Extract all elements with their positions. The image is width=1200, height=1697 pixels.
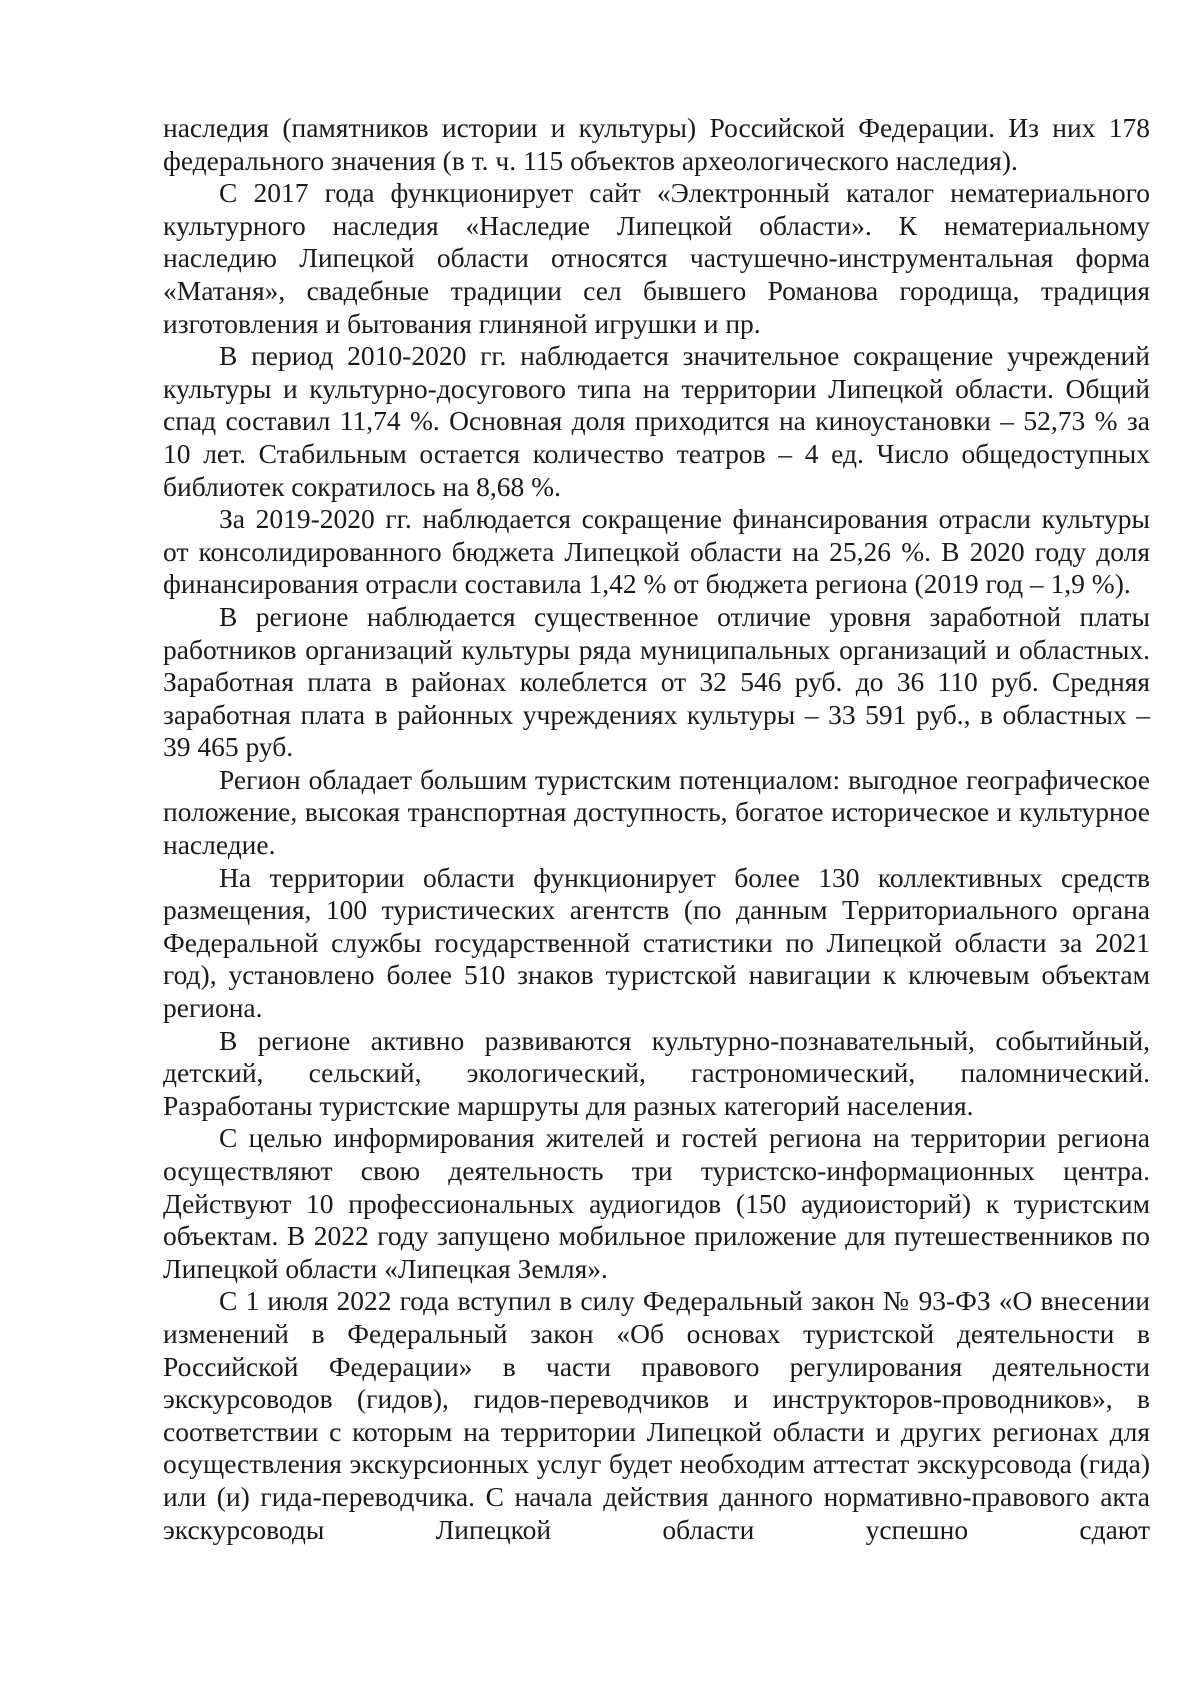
paragraph-culture-institutions: В период 2010-2020 гг. наблюдается значительное сокращение учреждений культуры и культурно-досугового типа на территории Липецкой области. Общий спад составил 11,74 %. Основная доля приходится на киноустановки – 52,73 % за 10 лет. Стабильным остается количество театров – 4 ед. Число общедоступных библиотек сократилось на 8,68 %. [163, 340, 1150, 502]
paragraph-heritage-continuation: наследия (памятников истории и культуры) Российской Федерации. Из них 178 федерального значения (в т. ч. 115 объектов археологического наследия). [163, 112, 1150, 176]
paragraph-federal-law: С 1 июля 2022 года вступил в силу Федеральный закон № 93-ФЗ «О внесении изменений в Федеральный закон «Об основах туристской деятельности в Российской Федерации» в части правового регулирования деятельности экскурсоводов (гидов), гидов-переводчиков и инструкторов-проводников», в соответствии с которым на территории Липецкой области и других регионах для осуществления экскурсионных услуг будет необходим аттестат экскурсовода (гида) или (и) гида-переводчика. С начала действия данного нормативно-правового акта экскурсоводы Липецкой области успешно сдают [163, 1285, 1150, 1545]
paragraph-culture-financing: За 2019-2020 гг. наблюдается сокращение финансирования отрасли культуры от консолидированного бюджета Липецкой области на 25,26 %. В 2020 году доля финансирования отрасли составила 1,42 % от бюджета региона (2019 год – 1,9 %). [163, 503, 1150, 600]
paragraph-tourism-potential: Регион обладает большим туристским потенциалом: выгодное географическое положение, высокая транспортная доступность, богатое историческое и культурное наследие. [163, 763, 1150, 861]
document-body [163, 112, 1150, 1546]
paragraph-tourism-types: В регионе активно развиваются культурно-познавательный, событийный, детский, сельский, экологический, гастрономический, паломнический. Разработаны туристские маршруты для разных категорий населения. [163, 1024, 1150, 1121]
paragraph-intangible-heritage: С 2017 года функционирует сайт «Электронный каталог нематериального культурного наследия «Наследие Липецкой области». К нематериальному наследию Липецкой области относятся частушечно-инструментальная форма «Матаня», свадебные традиции сел бывшего Романова городища, традиция изготовления и бытования глиняной игрушки и пр. [163, 177, 1150, 339]
paragraph-salaries: В регионе наблюдается существенное отличие уровня заработной платы работников организаций культуры ряда муниципальных организаций и областных. Заработная плата в районах колеблется от 32 546 руб. до 36 110 руб. Средняя заработная плата в районных учреждениях культуры – 33 591 руб., в областных – 39 465 руб. [163, 600, 1150, 763]
paragraph-accommodation: На территории области функционирует более 130 коллективных средств размещения, 100 туристических агентств (по данным Территориального органа Федеральной службы государственной статистики по Липецкой области за 2021 год), установлено более 510 знаков туристской навигации к ключевым объектам региона. [163, 861, 1150, 1024]
paragraph-info-centers: С целью информирования жителей и гостей региона на территории региона осуществляют свою деятельность три туристско-информационных центра. Действуют 10 профессиональных аудиогидов (150 аудиоисторий) к туристским объектам. В 2022 году запущено мобильное приложение для путешественников по Липецкой области «Липецкая Земля». [163, 1122, 1150, 1284]
